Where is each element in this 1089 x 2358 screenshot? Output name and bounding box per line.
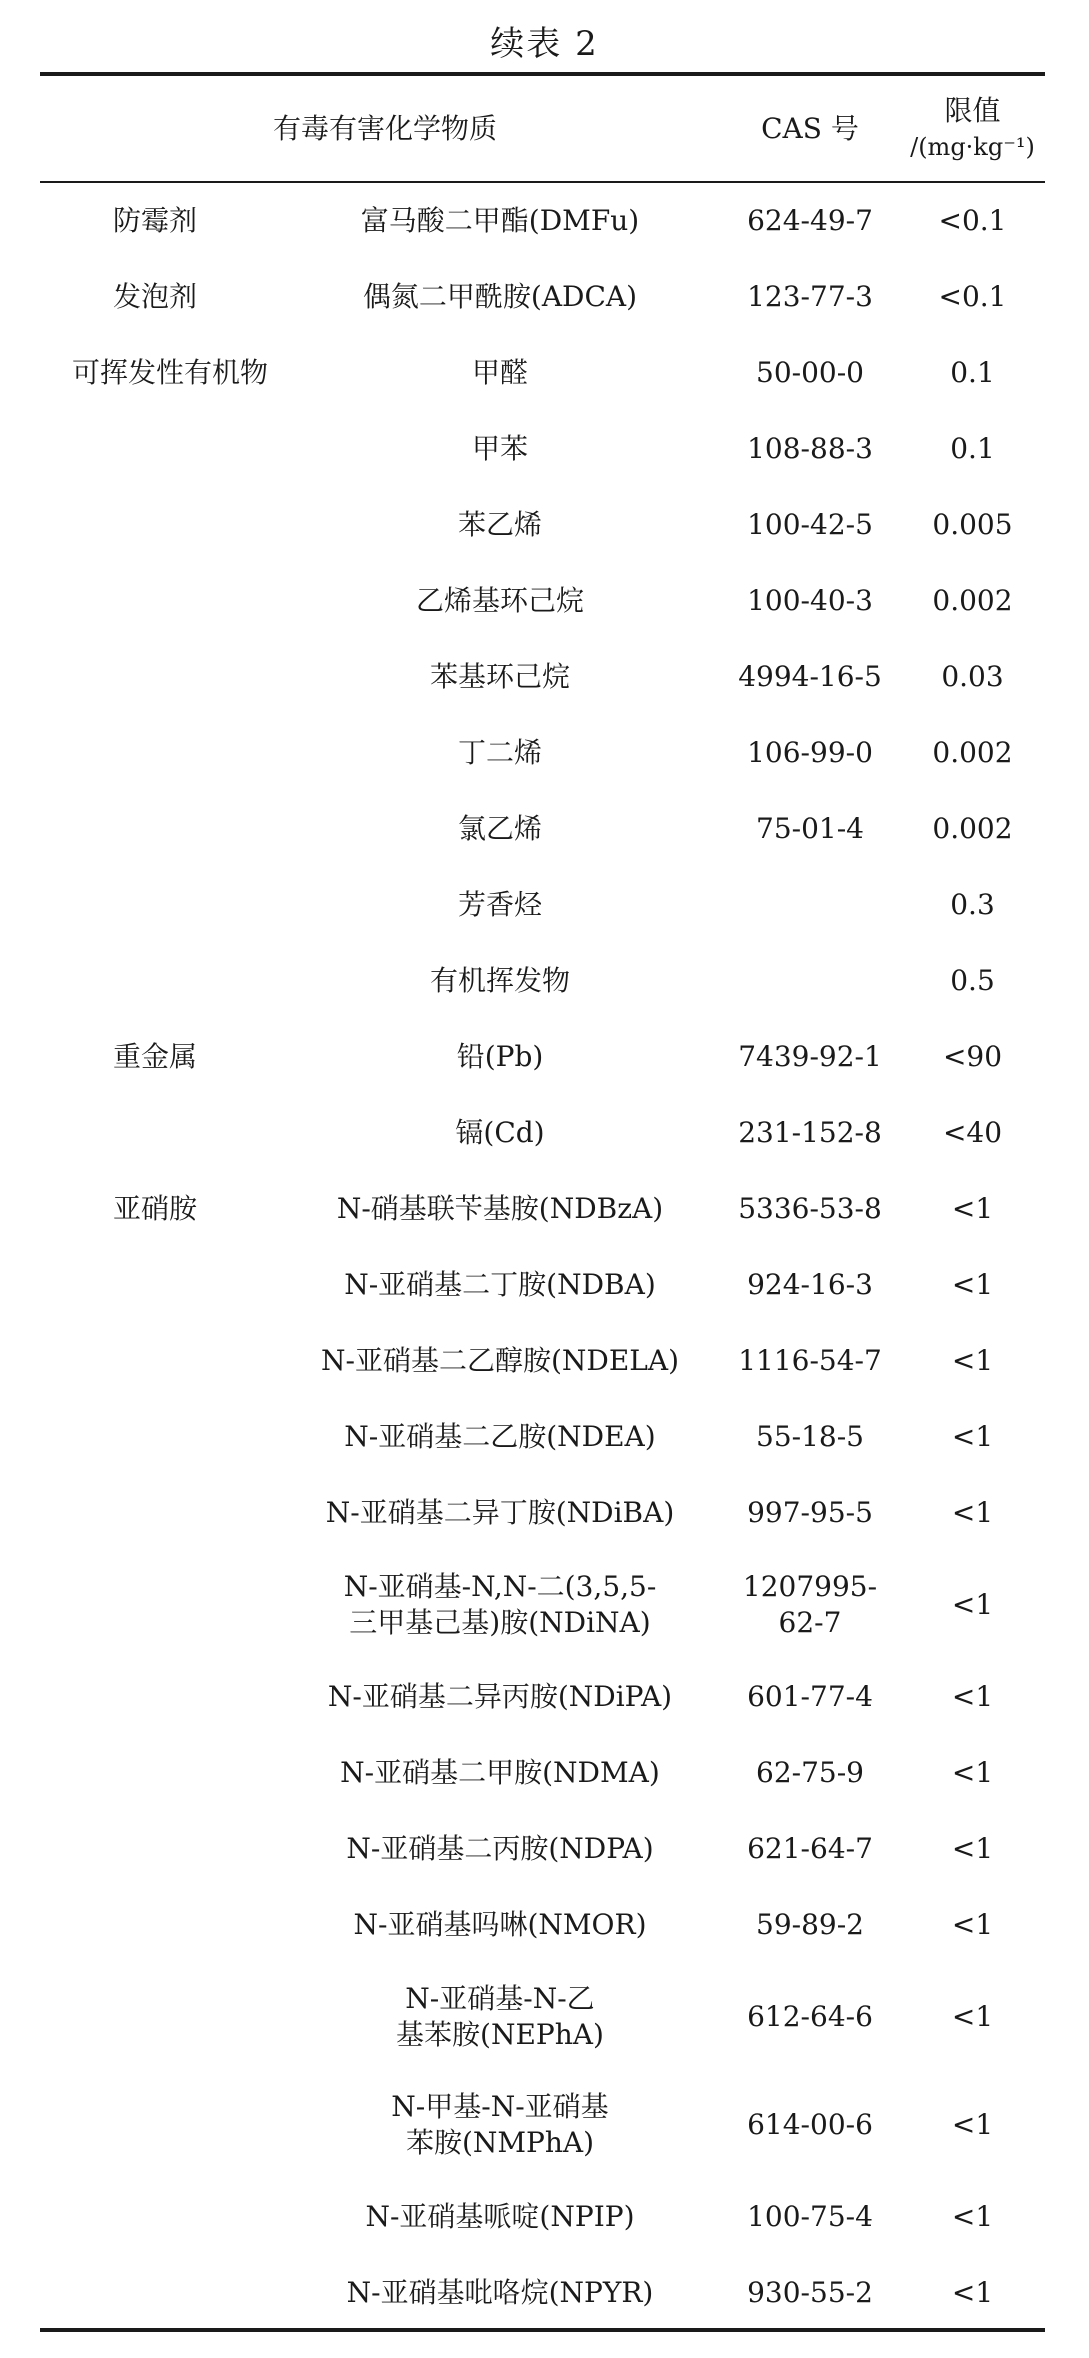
limit-cell: <1 xyxy=(951,1268,994,1301)
substance-cell: 芳香烃 xyxy=(457,888,542,921)
cas-cell: 55-18-5 xyxy=(756,1420,864,1453)
substance-cell: 甲苯 xyxy=(471,432,528,465)
table-row xyxy=(40,867,1045,943)
table-row xyxy=(40,943,1045,1019)
limit-cell: 0.3 xyxy=(950,888,995,921)
cas-cell: 924-16-3 xyxy=(747,1268,873,1301)
cas-cell: 930-55-2 xyxy=(747,2276,873,2309)
table-row xyxy=(40,183,1045,259)
category-cell: 亚硝胺 xyxy=(112,1192,197,1225)
table-row xyxy=(40,1399,1045,1475)
limit-cell: <1 xyxy=(951,1832,994,1865)
substance-line2: 三甲基己基)胺(NDiNA) xyxy=(349,1606,651,1639)
substance-cell: N-亚硝基二乙醇胺(NDELA) xyxy=(320,1344,679,1377)
substance-cell: 铅(Pb) xyxy=(456,1040,544,1073)
substance-cell xyxy=(270,1551,730,1659)
category-cell xyxy=(40,1811,270,1887)
category-cell xyxy=(40,1095,270,1171)
substance-cell: 苯乙烯 xyxy=(457,508,542,541)
category-cell xyxy=(40,639,270,715)
cas-cell: 123-77-3 xyxy=(747,280,873,313)
table-row xyxy=(40,1963,1045,2071)
substance-cell: N-亚硝基吗啉(NMOR) xyxy=(353,1908,647,1941)
table-row xyxy=(40,1475,1045,1551)
substance-cell: N-亚硝基二乙胺(NDEA) xyxy=(344,1420,656,1453)
cas-cell: 624-49-7 xyxy=(747,204,873,237)
limit-cell: <1 xyxy=(951,1908,994,1941)
limit-cell: <1 xyxy=(951,2108,994,2141)
category-cell xyxy=(40,411,270,487)
limit-cell: <0.1 xyxy=(938,280,1007,313)
limit-cell: 0.5 xyxy=(950,964,995,997)
substance-line1: N-甲基-N-亚硝基 xyxy=(391,2090,609,2123)
cas-line1: 1207995- xyxy=(742,1570,878,1603)
category-cell xyxy=(40,2179,270,2255)
table-row xyxy=(40,335,1045,411)
table-row xyxy=(40,1019,1045,1095)
limit-cell: 0.002 xyxy=(932,736,1013,769)
limit-cell: <1 xyxy=(951,1496,994,1529)
category-cell xyxy=(40,1399,270,1475)
category-cell xyxy=(40,867,270,943)
limit-cell: 0.1 xyxy=(950,356,995,389)
cas-cell: 1116-54-7 xyxy=(738,1344,882,1377)
limit-cell: <1 xyxy=(951,2000,994,2033)
substance-line1: N-亚硝基-N-乙 xyxy=(405,1982,595,2015)
cas-cell: 100-75-4 xyxy=(747,2200,873,2233)
cas-cell: 7439-92-1 xyxy=(738,1040,882,1073)
substance-line2: 基苯胺(NEPhA) xyxy=(396,2018,604,2051)
cas-cell: 59-89-2 xyxy=(756,1908,864,1941)
table-body xyxy=(40,183,1045,2331)
substance-cell: 偶氮二甲酰胺(ADCA) xyxy=(362,280,638,313)
cas-cell: 106-99-0 xyxy=(747,736,873,769)
table-row xyxy=(40,2071,1045,2179)
limit-cell: <40 xyxy=(942,1116,1003,1149)
table-row xyxy=(40,1323,1045,1399)
category-cell xyxy=(40,1963,270,2071)
substance-cell: 富马酸二甲酯(DMFu) xyxy=(360,204,640,237)
cas-cell xyxy=(710,1551,910,1659)
substance-cell: 有机挥发物 xyxy=(429,964,570,997)
substance-cell: N-亚硝基二甲胺(NDMA) xyxy=(340,1756,660,1789)
table-row xyxy=(40,2255,1045,2331)
category-cell xyxy=(40,1247,270,1323)
substance-cell: N-亚硝基哌啶(NPIP) xyxy=(365,2200,635,2233)
header-limit xyxy=(900,76,1045,181)
table-row xyxy=(40,1887,1045,1963)
category-cell xyxy=(40,563,270,639)
cas-cell: 614-00-6 xyxy=(747,2108,873,2141)
limit-cell: <1 xyxy=(951,1344,994,1377)
category-cell: 发泡剂 xyxy=(112,280,197,313)
limit-cell: <1 xyxy=(951,2200,994,2233)
header-cas: CAS 号 xyxy=(761,111,859,145)
category-cell xyxy=(40,715,270,791)
cas-line2: 62-7 xyxy=(778,1606,842,1639)
limit-cell: <1 xyxy=(951,2276,994,2309)
cas-cell: 231-152-8 xyxy=(738,1116,882,1149)
cas-cell: 108-88-3 xyxy=(747,432,873,465)
table-row xyxy=(40,639,1045,715)
table-row xyxy=(40,1551,1045,1659)
cas-cell: 62-75-9 xyxy=(756,1756,864,1789)
table-row xyxy=(40,487,1045,563)
category-cell xyxy=(40,487,270,563)
limit-cell: <1 xyxy=(951,1756,994,1789)
limit-cell: 0.1 xyxy=(950,432,995,465)
cas-cell: 601-77-4 xyxy=(747,1680,873,1713)
table-row xyxy=(40,791,1045,867)
category-cell xyxy=(40,791,270,867)
substance-cell: N-亚硝基吡咯烷(NPYR) xyxy=(346,2276,654,2309)
cas-cell: 612-64-6 xyxy=(747,2000,873,2033)
cas-cell: 4994-16-5 xyxy=(738,660,882,693)
substance-cell: 甲醛 xyxy=(471,356,528,389)
substance-line1: N-亚硝基-N,N-二(3,5,5- xyxy=(343,1570,657,1603)
header-limit-line1: 限值 xyxy=(944,93,1001,127)
substance-cell: 镉(Cd) xyxy=(455,1116,545,1149)
table-row xyxy=(40,1811,1045,1887)
table-header xyxy=(40,76,1045,181)
cas-cell: 50-00-0 xyxy=(756,356,864,389)
table-row xyxy=(40,715,1045,791)
table-row xyxy=(40,1171,1045,1247)
substance-line2: 苯胺(NMPhA) xyxy=(405,2126,595,2159)
table-row xyxy=(40,259,1045,335)
cas-cell xyxy=(710,943,910,1019)
substance-cell: N-亚硝基二异丁胺(NDiBA) xyxy=(325,1496,675,1529)
limit-cell: <1 xyxy=(951,1192,994,1225)
table-row xyxy=(40,2179,1045,2255)
substance-cell: 苯基环己烷 xyxy=(429,660,570,693)
category-cell xyxy=(40,1735,270,1811)
substance-cell: N-亚硝基二丁胺(NDBA) xyxy=(344,1268,656,1301)
limit-cell: <0.1 xyxy=(938,204,1007,237)
table-row xyxy=(40,1735,1045,1811)
cas-cell: 621-64-7 xyxy=(747,1832,873,1865)
limit-cell: <1 xyxy=(951,1420,994,1453)
category-cell xyxy=(40,2255,270,2331)
substance-cell: N-亚硝基二异丙胺(NDiPA) xyxy=(327,1680,673,1713)
category-cell xyxy=(40,1551,270,1659)
table-row xyxy=(40,1659,1045,1735)
category-cell: 可挥发性有机物 xyxy=(71,356,268,389)
table-row xyxy=(40,1247,1045,1323)
cas-cell: 100-40-3 xyxy=(747,584,873,617)
cas-cell: 100-42-5 xyxy=(747,508,873,541)
substance-cell: 氯乙烯 xyxy=(457,812,542,845)
category-cell xyxy=(40,1323,270,1399)
category-cell: 防霉剂 xyxy=(112,204,197,237)
header-substance: 有毒有害化学物质 xyxy=(272,111,497,145)
limit-cell: <90 xyxy=(942,1040,1003,1073)
cas-cell: 75-01-4 xyxy=(756,812,864,845)
substance-cell: 乙烯基环己烷 xyxy=(415,584,584,617)
table-row xyxy=(40,1095,1045,1171)
category-cell xyxy=(40,2071,270,2179)
limit-cell: 0.03 xyxy=(941,660,1004,693)
category-cell xyxy=(40,1887,270,1963)
substance-cell: 丁二烯 xyxy=(457,736,542,769)
table-row xyxy=(40,563,1045,639)
category-cell xyxy=(40,943,270,1019)
limit-cell: 0.005 xyxy=(932,508,1013,541)
table-title: 续表 2 xyxy=(490,24,599,64)
cas-cell xyxy=(710,867,910,943)
limit-cell: <1 xyxy=(951,1588,994,1621)
category-cell xyxy=(40,1659,270,1735)
cas-cell: 997-95-5 xyxy=(747,1496,873,1529)
limit-cell: 0.002 xyxy=(932,584,1013,617)
table-row xyxy=(40,411,1045,487)
substance-cell: N-亚硝基二丙胺(NDPA) xyxy=(346,1832,654,1865)
category-cell: 重金属 xyxy=(112,1040,197,1073)
limit-cell: 0.002 xyxy=(932,812,1013,845)
header-limit-line2: /(mg·kg⁻¹) xyxy=(910,132,1035,161)
cas-cell: 5336-53-8 xyxy=(738,1192,882,1225)
substance-cell xyxy=(270,2071,730,2179)
category-cell xyxy=(40,1475,270,1551)
bottom-rule xyxy=(40,2328,1045,2332)
substance-cell xyxy=(270,1963,730,2071)
substance-cell: N-硝基联苄基胺(NDBzA) xyxy=(336,1192,664,1225)
limit-cell: <1 xyxy=(951,1680,994,1713)
